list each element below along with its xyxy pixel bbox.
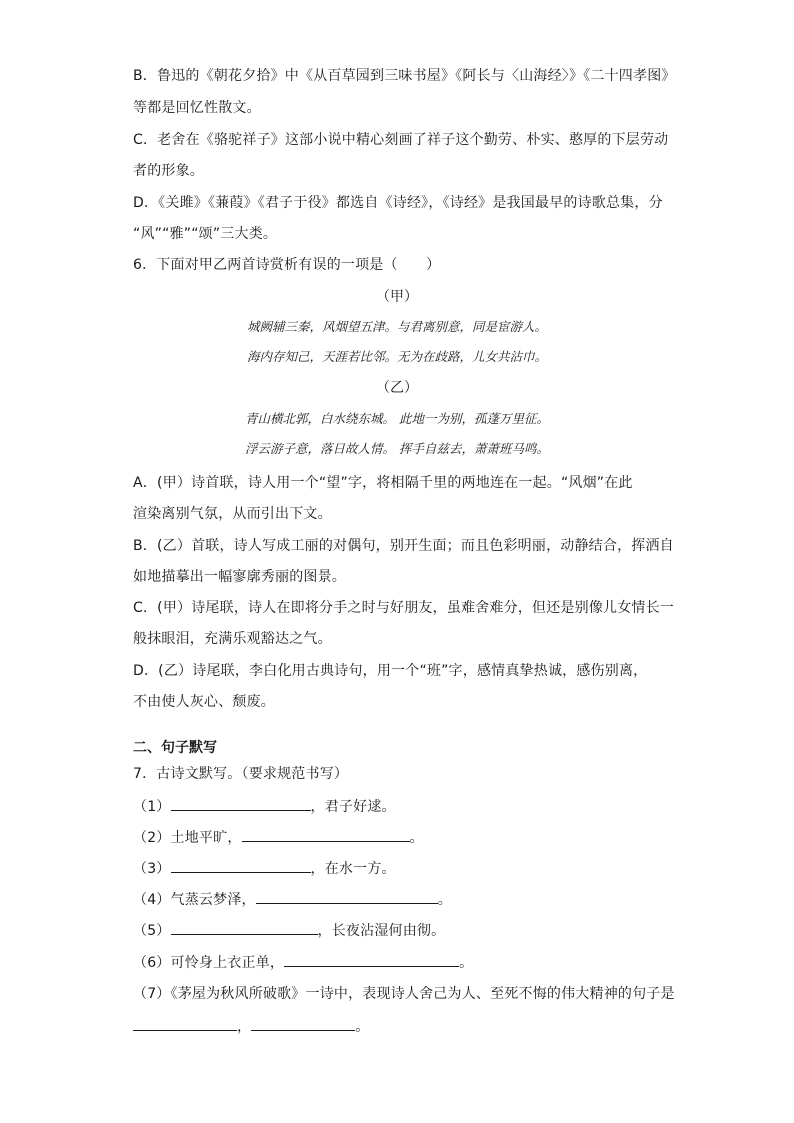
item-before: 气蒸云梦泽， [170,892,256,908]
q7-item-1 [133,796,396,817]
item-after: 。 [409,830,424,846]
poem-yi-line2: 浮云游子意，落日故人情。 挥手自兹去，萧萧班马鸣。 [245,441,549,456]
q7-item-7-line2 [133,1016,369,1037]
answer-blank[interactable] [251,1016,355,1031]
poem-jia-line1: 城阙辅三秦，风烟望五津。与君离别意，同是宦游人。 [246,319,547,334]
answer-blank[interactable] [242,827,410,842]
q5-option-c-line2: 者的形象。 [133,163,204,179]
q7-item-7-line1: （7）《茅屋为秋风所破歌》一诗中，表现诗人舍己为人、至死不悔的伟大精神的句子是 [133,986,675,1002]
item-after: ，在水一方。 [310,861,396,877]
answer-blank[interactable] [171,858,311,873]
answer-blank[interactable] [284,952,459,967]
item-after: ，君子好逑。 [310,799,396,815]
q5-option-b-line1: B．鲁迅的《朝花夕拾》中《从百草园到三味书屋》《阿长与〈山海经〉》《二十四孝图》 [133,68,676,84]
q7-item-2 [133,827,424,848]
q6-option-d-line1: D．(乙）诗尾联，李白化用古典诗句，用一个“班”字，感情真挚热诚，感伤别离， [133,663,648,679]
q5-option-d-line1: D．《关雎》《蒹葭》《君子于役》都选自《诗经》，《诗经》是我国最早的诗歌总集，分 [133,195,663,211]
item-number: （2） [133,830,171,846]
q6-option-c-line2: 般抹眼泪，充满乐观豁达之气。 [133,631,332,647]
q7-item-4 [133,889,452,910]
q6-option-c-line1: C．(甲）诗尾联，诗人在即将分手之时与好朋友，虽难舍难分，但还是别像儿女情长一 [133,600,675,616]
q5-option-d-line2: “风”“雅”“颂”三大类。 [133,226,278,242]
q6-stem: 6．下面对甲乙两首诗赏析有误的一项是（ ） [133,257,441,273]
item-number: （1） [133,799,171,815]
q6-option-a-line2: 渲染离别气氛，从而引出下文。 [133,506,332,522]
q7-item-3 [133,858,396,879]
q7-item-6 [133,952,473,973]
q7-stem: 7．古诗文默写。（要求规范书写） [133,766,349,782]
q6-option-d-line2: 不由使人灰心、颓废。 [133,694,275,710]
item-number: （3） [133,861,171,877]
q5-option-c-line1: C．老舍在《骆驼祥子》这部小说中精心刻画了祥子这个勤劳、朴实、憨厚的下层劳动 [133,132,669,148]
q6-option-a-line1: A．(甲）诗首联，诗人用一个“望”字，将相隔千里的两地连在一起。“风烟”在此 [133,475,633,491]
answer-blank[interactable] [133,1016,237,1031]
item-after: ，长夜沾湿何由彻。 [317,923,446,939]
q6-option-b-line1: B．(乙）首联，诗人写成工丽的对偶句，别开生面；而且色彩明丽，动静结合，挥洒自 [133,538,674,554]
item-number: （4） [133,892,171,908]
answer-blank[interactable] [171,920,318,935]
answer-blank[interactable] [171,796,311,811]
item-number: （6） [133,955,171,971]
item-before: 土地平旷， [170,830,242,846]
poem-yi-line1: 青山横北郭，白水绕东城。 此地一为别，孤蓬万里征。 [245,411,549,426]
item-number: （5） [133,923,171,939]
poem-jia-line2: 海内存知己，天涯若比邻。无为在歧路，儿女共沾巾。 [246,349,547,364]
item-end: 。 [355,1019,370,1035]
section-title: 二、句子默写 [133,740,217,756]
item-after: 。 [459,955,474,971]
q5-option-b-line2: 等都是回忆性散文。 [133,100,261,116]
item-before: 可怜身上衣正单， [170,955,285,971]
poem-yi-title: （乙） [376,380,418,396]
q6-option-b-line2: 如地描摹出一幅寥廓秀丽的图景。 [133,569,346,585]
item-separator: ， [237,1019,252,1035]
answer-blank[interactable] [256,889,438,904]
item-after: 。 [437,892,452,908]
poem-jia-title: （甲） [376,289,418,305]
q7-item-5 [133,920,445,941]
